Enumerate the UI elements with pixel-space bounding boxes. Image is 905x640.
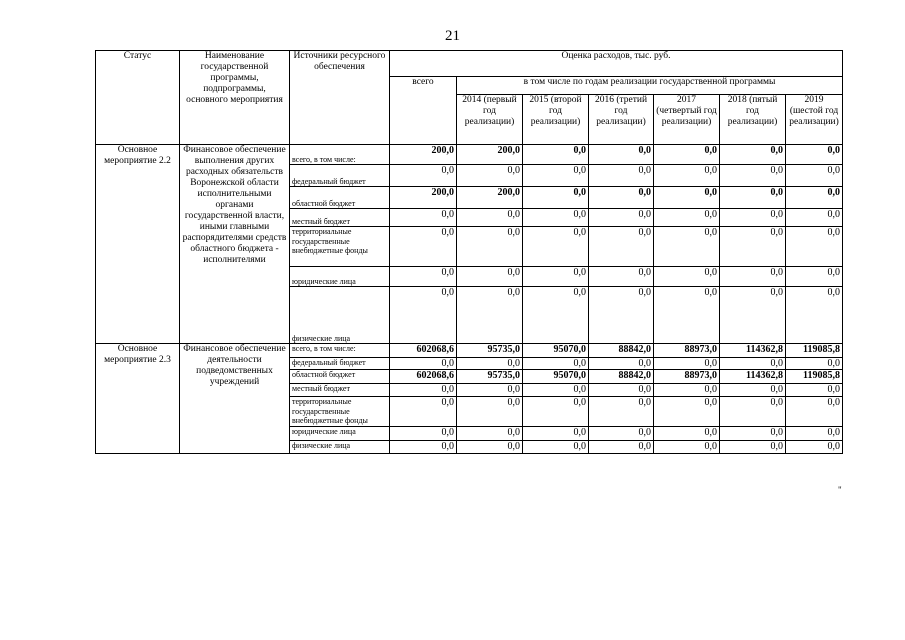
- year-value-cell: 0,0: [589, 358, 654, 370]
- table-row: [96, 145, 843, 165]
- total-value-cell: 0,0: [390, 267, 457, 287]
- year-value-cell: 0,0: [720, 397, 786, 427]
- year-value-cell: 114362,8: [720, 370, 786, 384]
- source-cell: местный бюджет: [290, 384, 390, 397]
- year-value-cell: 0,0: [720, 165, 786, 187]
- total-value-cell: 0,0: [390, 426, 457, 440]
- year-value-cell: 0,0: [457, 267, 523, 287]
- year-value-cell: 0,0: [720, 145, 786, 165]
- source-cell: областной бюджет: [290, 187, 390, 209]
- year-value-cell: 0,0: [654, 384, 720, 397]
- header-year-2019: 2019 (шестой год реализации): [786, 95, 843, 145]
- year-value-cell: 0,0: [523, 227, 589, 267]
- year-value-cell: 0,0: [720, 426, 786, 440]
- source-cell: физические лица: [290, 440, 390, 453]
- year-value-cell: 0,0: [720, 358, 786, 370]
- header-name: Наименование государственной программы, подпрограммы, основного мероприятия: [180, 51, 290, 145]
- year-value-cell: 0,0: [457, 426, 523, 440]
- year-value-cell: 0,0: [457, 209, 523, 227]
- year-value-cell: 0,0: [720, 187, 786, 209]
- year-value-cell: 0,0: [457, 165, 523, 187]
- year-value-cell: 0,0: [654, 187, 720, 209]
- closing-quote-mark: ": [838, 485, 842, 495]
- total-value-cell: 0,0: [390, 358, 457, 370]
- total-value-cell: 200,0: [390, 145, 457, 165]
- year-value-cell: 0,0: [654, 440, 720, 453]
- year-value-cell: 0,0: [457, 440, 523, 453]
- year-value-cell: 0,0: [589, 209, 654, 227]
- year-value-cell: 200,0: [457, 187, 523, 209]
- year-value-cell: 0,0: [457, 287, 523, 344]
- total-value-cell: 0,0: [390, 227, 457, 267]
- source-cell: территориальные государственные внебюджетные фонды: [290, 397, 390, 427]
- status-cell: Основное мероприятие 2.3: [96, 344, 180, 454]
- year-value-cell: 0,0: [786, 227, 843, 267]
- header-total: всего: [390, 77, 457, 145]
- year-value-cell: 0,0: [786, 267, 843, 287]
- year-value-cell: 0,0: [523, 209, 589, 227]
- year-value-cell: 0,0: [589, 145, 654, 165]
- year-value-cell: 0,0: [589, 227, 654, 267]
- year-value-cell: 0,0: [786, 145, 843, 165]
- source-cell: юридические лица: [290, 267, 390, 287]
- year-value-cell: 0,0: [589, 426, 654, 440]
- year-value-cell: 0,0: [786, 426, 843, 440]
- source-cell: территориальные государственные внебюджетные фонды: [290, 227, 390, 267]
- total-value-cell: 200,0: [390, 187, 457, 209]
- year-value-cell: 0,0: [589, 384, 654, 397]
- year-value-cell: 95735,0: [457, 344, 523, 358]
- year-value-cell: 0,0: [589, 397, 654, 427]
- year-value-cell: 0,0: [786, 397, 843, 427]
- year-value-cell: 0,0: [720, 384, 786, 397]
- year-value-cell: 0,0: [654, 426, 720, 440]
- year-value-cell: 0,0: [654, 227, 720, 267]
- year-value-cell: 0,0: [786, 287, 843, 344]
- year-value-cell: 0,0: [786, 209, 843, 227]
- year-value-cell: 0,0: [523, 358, 589, 370]
- table-row: [96, 344, 843, 358]
- year-value-cell: 0,0: [523, 145, 589, 165]
- source-cell: местный бюджет: [290, 209, 390, 227]
- total-value-cell: 0,0: [390, 397, 457, 427]
- year-value-cell: 0,0: [654, 267, 720, 287]
- year-value-cell: 0,0: [523, 397, 589, 427]
- year-value-cell: 0,0: [589, 287, 654, 344]
- header-status: Статус: [96, 51, 180, 145]
- source-cell: юридические лица: [290, 426, 390, 440]
- year-value-cell: 0,0: [589, 267, 654, 287]
- source-cell: всего, в том числе:: [290, 145, 390, 165]
- year-value-cell: 0,0: [654, 165, 720, 187]
- total-value-cell: 0,0: [390, 209, 457, 227]
- year-value-cell: 0,0: [720, 267, 786, 287]
- year-value-cell: 0,0: [589, 165, 654, 187]
- year-value-cell: 0,0: [654, 287, 720, 344]
- year-value-cell: 0,0: [457, 227, 523, 267]
- program-name-cell: Финансовое обеспечение деятельности подведомственных учреждений: [180, 344, 290, 454]
- header-year-2014: 2014 (первый год реализации): [457, 95, 523, 145]
- year-value-cell: 88842,0: [589, 344, 654, 358]
- total-value-cell: 0,0: [390, 287, 457, 344]
- page-number: 21: [445, 28, 460, 44]
- year-value-cell: 88842,0: [589, 370, 654, 384]
- year-value-cell: 0,0: [523, 187, 589, 209]
- year-value-cell: 0,0: [589, 440, 654, 453]
- source-cell: областной бюджет: [290, 370, 390, 384]
- header-year-2016: 2016 (третий год реализации): [589, 95, 654, 145]
- year-value-cell: 0,0: [654, 358, 720, 370]
- year-value-cell: 88973,0: [654, 370, 720, 384]
- year-value-cell: 0,0: [654, 145, 720, 165]
- year-value-cell: 0,0: [523, 384, 589, 397]
- year-value-cell: 95735,0: [457, 370, 523, 384]
- year-value-cell: 0,0: [786, 165, 843, 187]
- source-cell: федеральный бюджет: [290, 358, 390, 370]
- year-value-cell: 0,0: [589, 187, 654, 209]
- year-value-cell: 114362,8: [720, 344, 786, 358]
- year-value-cell: 0,0: [523, 267, 589, 287]
- year-value-cell: 119085,8: [786, 370, 843, 384]
- year-value-cell: 0,0: [720, 287, 786, 344]
- total-value-cell: 602068,6: [390, 370, 457, 384]
- year-value-cell: 0,0: [720, 227, 786, 267]
- year-value-cell: 0,0: [457, 358, 523, 370]
- source-cell: всего, в том числе:: [290, 344, 390, 358]
- year-value-cell: 95070,0: [523, 370, 589, 384]
- source-cell: физические лица: [290, 287, 390, 344]
- header-estimate: Оценка расходов, тыс. руб.: [390, 51, 843, 77]
- header-by-years: в том числе по годам реализации государственной программы: [457, 77, 843, 95]
- year-value-cell: 0,0: [786, 384, 843, 397]
- total-value-cell: 0,0: [390, 384, 457, 397]
- year-value-cell: 0,0: [786, 440, 843, 453]
- header-year-2015: 2015 (второй год реализации): [523, 95, 589, 145]
- year-value-cell: 0,0: [523, 165, 589, 187]
- year-value-cell: 0,0: [523, 426, 589, 440]
- year-value-cell: 0,0: [720, 440, 786, 453]
- header-sources: Источники ресурсного обеспечения: [290, 51, 390, 145]
- budget-table: [95, 50, 843, 454]
- year-value-cell: 88973,0: [654, 344, 720, 358]
- year-value-cell: 200,0: [457, 145, 523, 165]
- year-value-cell: 0,0: [654, 397, 720, 427]
- header-year-2017: 2017 (четвертый год реализации): [654, 95, 720, 145]
- source-cell: федеральный бюджет: [290, 165, 390, 187]
- year-value-cell: 0,0: [523, 440, 589, 453]
- year-value-cell: 95070,0: [523, 344, 589, 358]
- year-value-cell: 119085,8: [786, 344, 843, 358]
- year-value-cell: 0,0: [523, 287, 589, 344]
- year-value-cell: 0,0: [457, 397, 523, 427]
- year-value-cell: 0,0: [786, 358, 843, 370]
- year-value-cell: 0,0: [654, 209, 720, 227]
- header-year-2018: 2018 (пятый год реализации): [720, 95, 786, 145]
- year-value-cell: 0,0: [786, 187, 843, 209]
- total-value-cell: 0,0: [390, 440, 457, 453]
- year-value-cell: 0,0: [720, 209, 786, 227]
- total-value-cell: 0,0: [390, 165, 457, 187]
- status-cell: Основное мероприятие 2.2: [96, 145, 180, 344]
- year-value-cell: 0,0: [457, 384, 523, 397]
- total-value-cell: 602068,6: [390, 344, 457, 358]
- program-name-cell: Финансовое обеспечение выполнения других расходных обязательств Воронежской области исполнительными органами государственной власти, иными главными распорядителями средств областного бюджета - исполнителями: [180, 145, 290, 344]
